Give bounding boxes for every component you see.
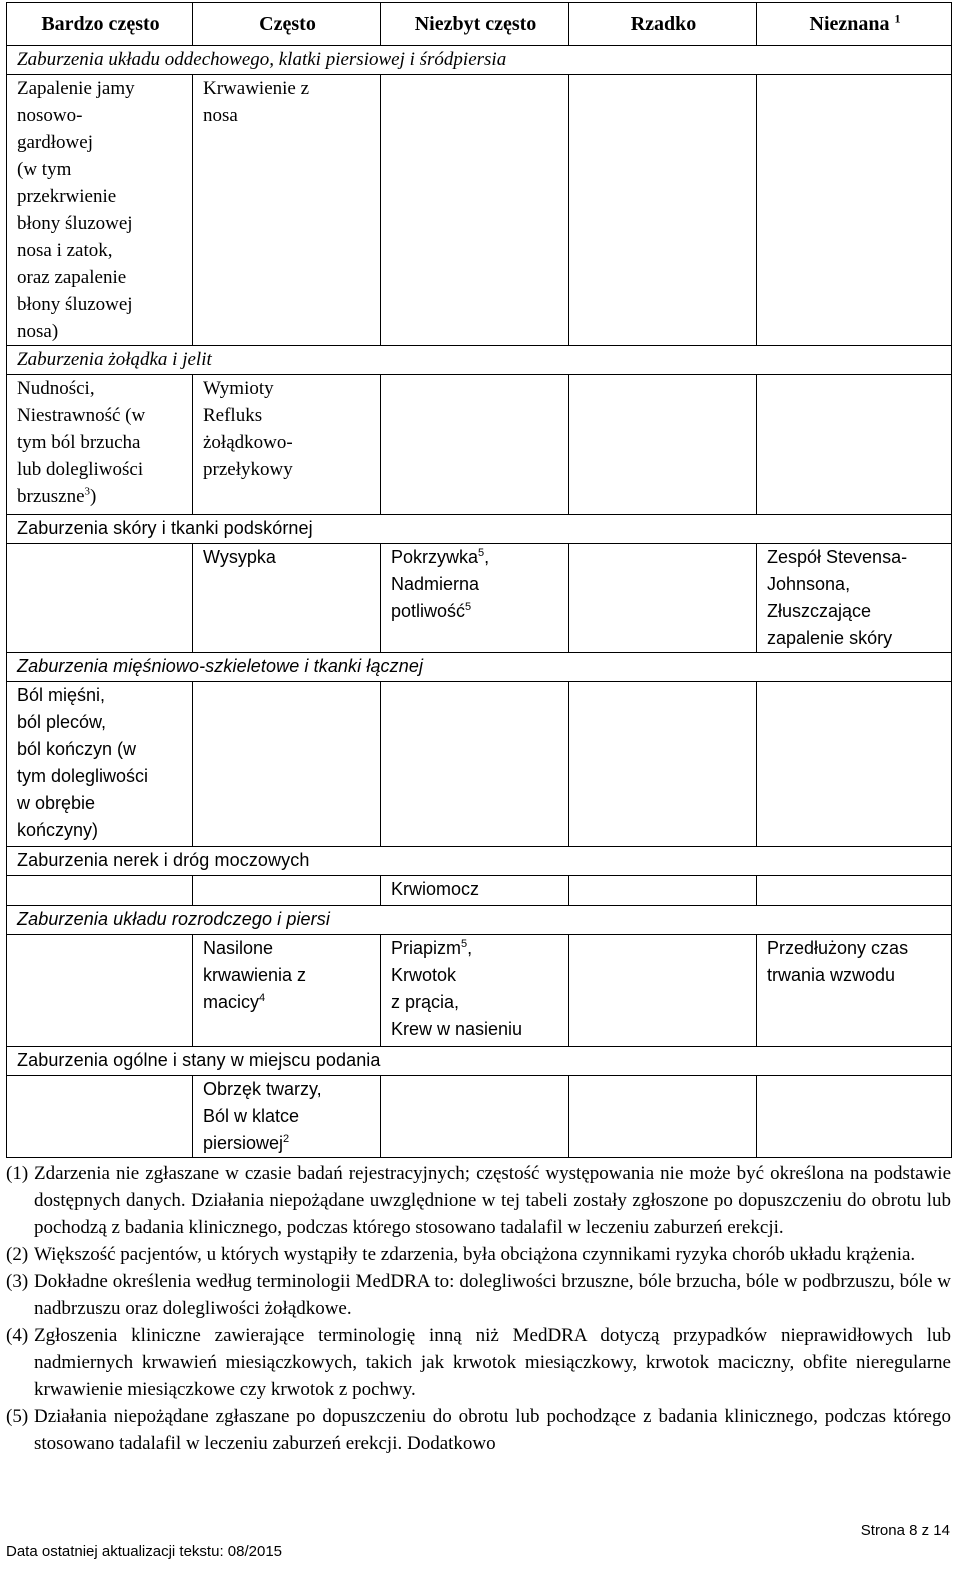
- gastro-common: Wymioty Refluks żołądkowo- przełykowy: [193, 375, 381, 515]
- section-skin-title: Zaburzenia skóry i tkanki podskórnej: [7, 515, 952, 544]
- renal-uncommon: Krwiomocz: [381, 876, 569, 906]
- footnote-number: (5): [6, 1406, 29, 1427]
- general-common-end-sup: 2: [283, 1133, 290, 1145]
- footnote: [6, 1241, 951, 1268]
- footnote-text: Działania niepożądane zgłaszane po dopuszczeniu do obrotu lub pochodzące z badania klinicznego, podczas którego stosowano tadalafil w leczeniu zaburzeń erekcji. Dodatkowo: [34, 1406, 951, 1454]
- gastro-very-common-text: Nudności, Niestrawność (w tym ból brzucha lub dolegliwości brzuszne: [17, 378, 146, 507]
- skin-uncommon-1-end: ,: [484, 547, 490, 567]
- general-common-text: Obrzęk twarzy, Ból w klatce: [203, 1079, 322, 1126]
- skin-uncommon-3-sup: 5: [465, 601, 472, 613]
- reproductive-common-2: krwawienia z: [203, 965, 307, 985]
- page-number: Strona 8 z 14: [860, 1522, 950, 1539]
- skin-unknown: Zespół Stevensa- Johnsona, Złuszczające zapalenie skóry: [757, 544, 952, 653]
- footnote: [6, 1322, 951, 1403]
- footnote: [6, 1268, 951, 1322]
- gastro-very-common-sup: 3: [84, 485, 91, 498]
- header-uncommon: Niezbyt często: [381, 3, 569, 46]
- section-general-title: Zaburzenia ogólne i stany w miejscu podania: [7, 1047, 952, 1076]
- footnote-number: (3): [6, 1271, 29, 1292]
- reproductive-uncommon-1-end: ,: [467, 938, 473, 958]
- header-very-common: Bardzo często: [7, 3, 193, 46]
- skin-uncommon-1: Pokrzywka: [391, 547, 479, 567]
- adverse-reactions-table: [6, 2, 952, 1158]
- header-rare: Rzadko: [569, 3, 757, 46]
- reproductive-uncommon-2: Krwotok z prącia, Krew w nasieniu: [391, 965, 523, 1039]
- footnotes: [6, 1160, 951, 1457]
- section-musculo-title: Zaburzenia mięśniowo-szkieletowe i tkanki łącznej: [7, 653, 952, 682]
- section-reproductive-title: Zaburzenia układu rozrodczego i piersi: [7, 906, 952, 935]
- header-unknown: [757, 3, 952, 46]
- document-page: [6, 2, 951, 1457]
- section-respiratory-title: Zaburzenia układu oddechowego, klatki piersiowej i śródpiersia: [7, 46, 952, 75]
- header-unknown-sup: 1: [894, 10, 901, 25]
- section-gastro-title: Zaburzenia żołądka i jelit: [7, 346, 952, 375]
- footnote-number: (2): [6, 1244, 29, 1265]
- footnote: [6, 1403, 951, 1457]
- footnote-number: (4): [6, 1325, 29, 1346]
- footnote: [6, 1160, 951, 1241]
- skin-uncommon-3: potliwość: [391, 601, 466, 621]
- respiratory-common: Krwawienie z nosa: [193, 75, 381, 346]
- gastro-very-common: [7, 375, 193, 515]
- header-common: Często: [193, 3, 381, 46]
- gastro-very-common-end: ): [90, 486, 97, 507]
- skin-uncommon-1-sup: 5: [478, 547, 485, 559]
- reproductive-unknown: Przedłużony czas trwania wzwodu: [757, 935, 952, 1047]
- reproductive-common-3-sup: 4: [259, 992, 266, 1004]
- footnote-text: Zgłoszenia kliniczne zawierające terminologię inną niż MedDRA dotyczą przypadków nieprawidłowych lub nadmiernych krwawień miesiączkowych, takich jak krwotok miesiączkowy, krwotok maciczny, obfite nieregularne krwawienie miesiączkowe czy krwotok z pochwy.: [34, 1325, 951, 1400]
- reproductive-common: [193, 935, 381, 1047]
- skin-uncommon: [381, 544, 569, 653]
- footnote-text: Zdarzenia nie zgłaszane w czasie badań rejestracyjnych; częstość występowania nie może być określona na podstawie dostępnych danych. Działania niepożądane uwzględnione w tej tabeli zostały zgłoszone po dopuszczeniu do obrotu lub pochodzą z badania klinicznego, podczas którego stosowano tadalafil w leczeniu zaburzeń erekcji.: [34, 1163, 951, 1238]
- general-common-end: piersiowej: [203, 1133, 284, 1153]
- reproductive-uncommon-1-sup: 5: [461, 938, 468, 950]
- footnote-text: Dokładne określenia według terminologii MedDRA to: dolegliwości brzuszne, bóle brzucha, bóle w podbrzuszu, bóle w nadbrzuszu oraz dolegliwości żołądkowe.: [34, 1271, 951, 1319]
- footnote-number: (1): [6, 1163, 29, 1184]
- reproductive-uncommon-1: Priapizm: [391, 938, 462, 958]
- reproductive-uncommon: [381, 935, 569, 1047]
- footnote-text: Większość pacjentów, u których wystąpiły te zdarzenia, była obciążona czynnikami ryzyka chorób układu krążenia.: [34, 1244, 916, 1265]
- last-update-date: Data ostatniej aktualizacji tekstu: 08/2015: [6, 1543, 282, 1560]
- respiratory-very-common: Zapalenie jamy nosowo- gardłowej (w tym przekrwienie błony śluzowej nosa i zatok, oraz zapalenie błony śluzowej nosa): [7, 75, 193, 346]
- header-unknown-label: Nieznana: [809, 12, 890, 35]
- skin-common: Wysypka: [193, 544, 381, 653]
- musculo-very-common: Ból mięśni, ból pleców, ból kończyn (w tym dolegliwości w obrębie kończyny): [7, 682, 193, 847]
- reproductive-common-3: macicy: [203, 992, 260, 1012]
- header-row: [7, 3, 952, 46]
- skin-uncommon-2: Nadmierna: [391, 574, 480, 594]
- section-renal-title: Zaburzenia nerek i dróg moczowych: [7, 847, 952, 876]
- general-common: [193, 1076, 381, 1158]
- reproductive-common-1: Nasilone: [203, 938, 274, 958]
